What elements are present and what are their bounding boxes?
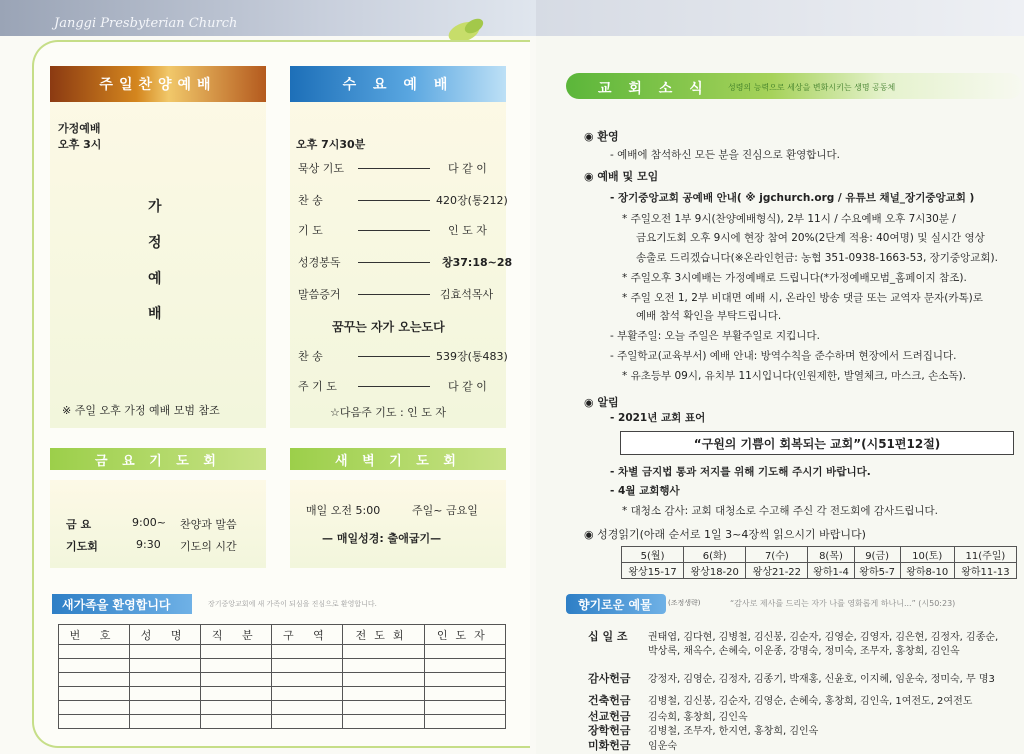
friday-r1a: 금 요	[66, 518, 92, 531]
sermon-title: 꿈꾸는 자가 오는도다	[332, 320, 445, 334]
col-name: 성 명	[130, 625, 201, 645]
worship-line: * 주일오후 3시예배는 가정예배로 드립니다(*가정예배모범_홈페이지 참조).	[622, 272, 967, 284]
offering-category: 건축헌금	[588, 694, 631, 707]
church-motto: “구원의 기쁨이 회복되는 교회”(시51편12절)	[620, 431, 1014, 455]
order-label: 찬 송	[298, 194, 323, 207]
offering-category: 십 일 조	[588, 630, 628, 643]
order-label: 찬 송	[298, 350, 323, 363]
vertical-char-1: 가	[148, 199, 162, 215]
order-value: 인 도 자	[448, 224, 487, 237]
order-label: 말씀증거	[298, 288, 341, 301]
order-value: 김효석목사	[440, 288, 494, 301]
friday-r1b: 9:00~	[132, 516, 166, 529]
reading-ref: 왕하1-4	[808, 563, 854, 579]
reading-days-row	[622, 547, 1017, 563]
offering-category: 장학헌금	[588, 724, 631, 737]
welcome-text: - 예배에 참석하신 모든 분을 진심으로 환영합니다.	[610, 149, 841, 161]
newcomers-title: 새가족을 환영합니다	[52, 594, 192, 614]
reading-day: 5(월)	[622, 547, 684, 563]
offering-category: 선교헌금	[588, 710, 631, 723]
order-value: 539장(통483)	[436, 350, 508, 363]
friday-title: 금 요 기 도 회	[50, 448, 266, 470]
offering-names: 임운숙	[648, 741, 677, 752]
worship-line: - 주일학교(교육부서) 예배 안내: 방역수칙을 준수하며 현장에서 드려집니다.	[610, 350, 957, 362]
leader-line	[358, 262, 430, 263]
top-banner-right	[536, 0, 1024, 36]
fragrant-quote: “감사로 제사를 드리는 자가 나를 영화롭게 하나니...” (시50:23)	[730, 599, 956, 608]
reading-day: 6(화)	[684, 547, 746, 563]
reading-day: 10(토)	[900, 547, 954, 563]
worship-line: 예배 참석 확인을 부탁드립니다.	[636, 310, 782, 322]
table-row	[59, 645, 506, 659]
dawn-line2: — 매일성경: 출애굽기—	[322, 532, 442, 545]
offering-names: 박상록, 채옥수, 손혜숙, 이운종, 강명숙, 정미숙, 조무자, 홍창희, 김인옥	[648, 646, 960, 657]
worship-line: * 주일오전 1부 9시(찬양예배형식), 2부 11시 / 수요예배 오후 7시30분 /	[622, 213, 956, 225]
newcomers-subtitle: 장기중앙교회에 새 가족이 되심을 진심으로 환영합니다.	[208, 600, 377, 608]
offering-names: 권태엽, 김다현, 김병철, 김신봉, 김순자, 김영순, 김영자, 김은현, 김정자, 김종순,	[648, 632, 999, 643]
fragrant-title: 향기로운 예물	[566, 594, 666, 614]
reading-ref: 왕하8-10	[900, 563, 954, 579]
welcome-heading: ◉ 환영	[584, 130, 619, 143]
table-row	[59, 687, 506, 701]
notice-line: * 대청소 감사: 교회 대청소로 수고해 주신 각 전도회에 감사드립니다.	[622, 505, 939, 517]
news-title: 교 회 소 식	[598, 81, 709, 97]
table-row	[59, 673, 506, 687]
vertical-char-2: 정	[148, 235, 162, 251]
leader-line	[358, 200, 430, 201]
worship-line: - 장기중앙교회 공예배 안내( ※ jgchurch.org / 유튜브 채널_장기중앙교회 )	[610, 192, 975, 204]
leader-line	[358, 386, 430, 387]
reading-day: 11(주일)	[954, 547, 1016, 563]
newcomer-table	[58, 624, 506, 729]
worship-line: - 부활주일: 오늘 주일은 부활주일로 지킵니다.	[610, 330, 820, 342]
col-district: 구 역	[272, 625, 343, 645]
worship-heading: ◉ 예배 및 모임	[584, 170, 659, 183]
dawn-title: 새 벽 기 도 회	[290, 448, 506, 470]
friday-r2b: 9:30	[136, 538, 161, 551]
reading-ref: 왕상15-17	[622, 563, 684, 579]
sunday-note: ※ 주일 오후 가정 예배 모범 참조	[62, 404, 220, 417]
news-subtitle: 성령의 능력으로 세상을 변화시키는 생명 공동체	[728, 83, 896, 92]
order-value: 420장(통212)	[436, 194, 508, 207]
notice-heading: ◉ 알림	[584, 396, 619, 409]
friday-r2a: 기도회	[66, 540, 98, 553]
order-label: 성경봉독	[298, 256, 341, 269]
reading-day: 9(금)	[854, 547, 900, 563]
dawn-line1b: 주일~ 금요일	[412, 504, 478, 517]
table-row	[59, 715, 506, 729]
leader-line	[358, 356, 430, 357]
offering-category: 감사헌금	[588, 672, 631, 685]
order-value: 다 같 이	[448, 162, 487, 175]
offering-names: 김병철, 김신봉, 김순자, 김영순, 손혜숙, 홍창희, 김인옥, 1여전도, 2여전도	[648, 696, 973, 707]
vertical-char-4: 배	[148, 306, 162, 322]
order-label: 주 기 도	[298, 380, 337, 393]
worship-line: * 주일 오전 1, 2부 비대면 예배 시, 온라인 방송 댓글 또는 교역자 문자(카톡)로	[622, 292, 983, 304]
order-label: 묵상 기도	[298, 162, 345, 175]
friday-r1c: 찬양과 말씀	[180, 518, 237, 531]
sunday-title: 주일찬양예배	[50, 66, 266, 102]
dawn-box	[290, 480, 506, 568]
reading-ref: 왕상18-20	[684, 563, 746, 579]
order-value: 다 같 이	[448, 380, 487, 393]
motto-heading: - 2021년 교회 표어	[610, 412, 706, 424]
vertical-char-3: 예	[148, 271, 162, 287]
worship-line: 금요기도회 오후 9시에 현장 참여 20%(2단계 적용: 40여명) 및 실시간 영상	[636, 232, 985, 244]
worship-line: * 유초등부 09시, 유치부 11시입니다(인원제한, 발열체크, 마스크, 손소독).	[622, 370, 966, 382]
offering-names: 강정자, 김영순, 김정자, 김종기, 박재홍, 신윤호, 이지혜, 임운숙, 정미숙, 무 명3	[648, 674, 995, 685]
table-row	[59, 701, 506, 715]
offering-names: 김병철, 조무자, 한지연, 홍창희, 김인옥	[648, 726, 819, 737]
notice-line: - 4월 교회행사	[610, 485, 680, 497]
reading-ref: 왕상21-22	[746, 563, 808, 579]
reading-ref: 왕하5-7	[854, 563, 900, 579]
reading-day: 7(수)	[746, 547, 808, 563]
fragrant-tag: (조정생략)	[668, 599, 701, 607]
reading-heading: ◉ 성경읽기(아래 순서로 1일 3~4장씩 읽으시기 바랍니다)	[584, 528, 866, 541]
table-row	[59, 659, 506, 673]
offering-category: 미화헌금	[588, 739, 631, 752]
wednesday-title: 수 요 예 배	[290, 66, 506, 102]
order-label: 기 도	[298, 224, 323, 237]
wednesday-box	[290, 66, 506, 428]
notice-line: - 차별 금지법 통과 저지를 위해 기도해 주시기 바랍니다.	[610, 466, 871, 478]
church-name: Janggi Presbyterian Church	[54, 16, 238, 31]
leader-line	[358, 294, 430, 295]
reading-refs-row	[622, 563, 1017, 579]
offering-names: 김숙희, 홍창희, 김인옥	[648, 712, 748, 723]
col-guide: 인도자	[424, 625, 505, 645]
leader-line	[358, 168, 430, 169]
col-number: 번 호	[59, 625, 130, 645]
next-week-prayer: ☆다음주 기도 : 인 도 자	[330, 406, 447, 419]
wednesday-time: 오후 7시30분	[296, 138, 366, 151]
sunday-line1: 가정예배	[58, 122, 101, 135]
friday-r2c: 기도의 시간	[180, 540, 237, 553]
worship-line: 송출로 드리겠습니다(※온라인헌금: 농협 351-0938-1663-53, 장기중앙교회).	[636, 252, 998, 264]
reading-ref: 왕하11-13	[954, 563, 1016, 579]
sunday-line2: 오후 3시	[58, 138, 102, 151]
col-title: 직 분	[201, 625, 272, 645]
dawn-line1a: 매일 오전 5:00	[306, 504, 381, 517]
order-value: 창37:18~28	[442, 256, 513, 269]
leader-line	[358, 230, 430, 231]
reading-day: 8(목)	[808, 547, 854, 563]
reading-table	[621, 546, 1017, 579]
table-header-row	[59, 625, 506, 645]
col-mission: 전도회	[343, 625, 424, 645]
